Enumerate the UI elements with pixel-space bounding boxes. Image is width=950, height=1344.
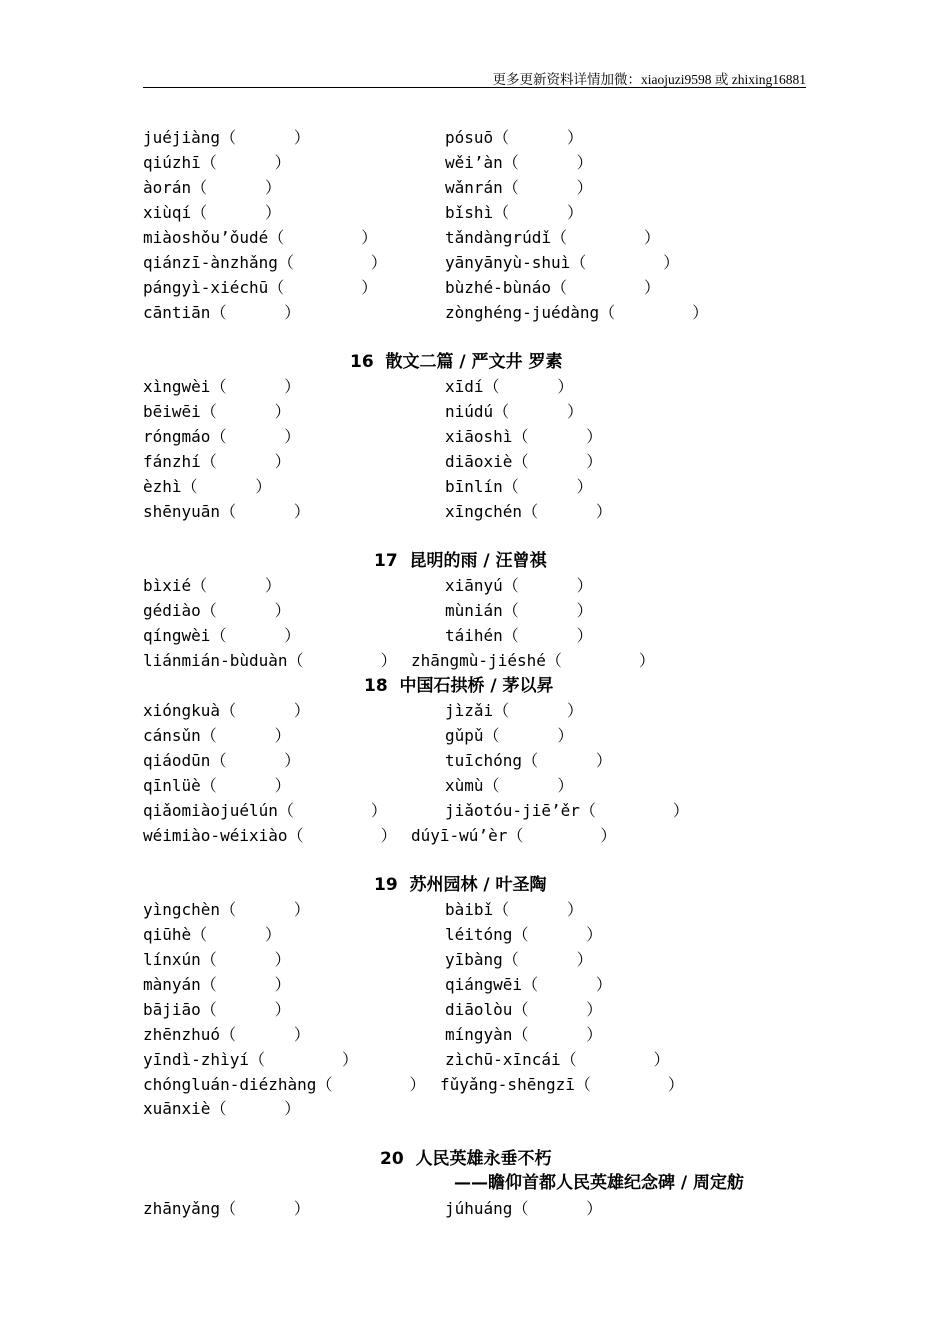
pinyin-item: xióngkuà（ ） [143,701,310,720]
pinyin-item: niúdú（ ） [445,402,583,421]
pinyin-item: róngmáo（ ） [143,427,301,446]
pinyin-item: diāoxiè（ ） [445,452,603,471]
pinyin-item: yìngchèn（ ） [143,900,310,919]
pinyin-item: zhāngmù-jiéshé（ ） [411,651,655,670]
pinyin-item: cánsǔn（ ） [143,726,291,745]
pinyin-item: tǎndàngrúdǐ（ ） [445,228,661,247]
pinyin-item: bēiwēi（ ） [143,402,291,421]
pinyin-item: xùmù（ ） [445,776,574,795]
pinyin-item: juéjiàng（ ） [143,128,310,147]
pinyin-item: zìchū-xīncái（ ） [445,1050,670,1069]
section-subheading-20: ——瞻仰首都人民英雄纪念碑 / 周定舫 [454,1173,745,1193]
pinyin-item: bìxié（ ） [143,576,281,595]
pinyin-item: qíngwèi（ ） [143,626,301,645]
pinyin-item: àorán（ ） [143,178,281,197]
pinyin-item: wéimiào-wéixiào（ ） [143,826,397,845]
pinyin-item: mànyán（ ） [143,975,291,994]
pinyin-item: bùzhé-bùnáo（ ） [445,278,661,297]
pinyin-item: qiánzī-ànzhǎng（ ） [143,253,387,272]
pinyin-item: miàoshǒu’ǒudé（ ） [143,228,378,247]
pinyin-item: gédiào（ ） [143,601,291,620]
pinyin-item: bīnlín（ ） [445,477,593,496]
pinyin-item: línxún（ ） [143,950,291,969]
pinyin-item: èzhì（ ） [143,477,272,496]
pinyin-item: yīndì-zhìyí（ ） [143,1050,359,1069]
pinyin-item: qiǎomiàojuélún（ ） [143,801,387,820]
pinyin-item: yībàng（ ） [445,950,593,969]
pinyin-item: qiúzhī（ ） [143,153,291,172]
pinyin-item: táihén（ ） [445,626,593,645]
pinyin-item: qiáodūn（ ） [143,751,301,770]
pinyin-item: dúyī-wú’èr（ ） [411,826,617,845]
pinyin-item: qīnlüè（ ） [143,776,291,795]
pinyin-item: wěi’àn（ ） [445,153,593,172]
section-heading-19: 19 苏州园林 / 叶圣陶 [374,875,547,895]
pinyin-item: xiānyú（ ） [445,576,593,595]
pinyin-item: pángyì-xiéchū（ ） [143,278,378,297]
pinyin-item: xīngchén（ ） [445,502,612,521]
pinyin-item: bājiāo（ ） [143,1000,291,1019]
pinyin-item: jìzǎi（ ） [445,701,583,720]
pinyin-item: wǎnrán（ ） [445,178,593,197]
pinyin-item: bǐshì（ ） [445,203,583,222]
pinyin-item: qiūhè（ ） [143,925,281,944]
pinyin-item: gǔpǔ（ ） [445,726,574,745]
pinyin-item: bàibǐ（ ） [445,900,583,919]
pinyin-item: diāolòu（ ） [445,1000,603,1019]
pinyin-item: mùnián（ ） [445,601,593,620]
pinyin-item: cāntiān（ ） [143,303,301,322]
pinyin-item: xiùqí（ ） [143,203,281,222]
pinyin-item: yānyānyù-shuì（ ） [445,253,680,272]
pinyin-item: zhēnzhuó（ ） [143,1025,310,1044]
section-heading-16: 16 散文二篇 / 严文井 罗素 [350,352,563,372]
pinyin-item: fánzhí（ ） [143,452,291,471]
header-divider [143,87,806,88]
section-heading-20: 20 人民英雄永垂不朽 [380,1149,552,1169]
pinyin-item: tuīchóng（ ） [445,751,612,770]
pinyin-item: xiāoshì（ ） [445,427,603,446]
section-heading-18: 18 中国石拱桥 / 茅以昇 [364,676,554,696]
page-header-text: 更多更新资料详情加微：xiaojuzi9598 或 zhixing16881 [492,72,806,87]
pinyin-item: léitóng（ ） [445,925,603,944]
pinyin-item: júhuáng（ ） [445,1199,603,1218]
pinyin-item: xuānxiè（ ） [143,1099,301,1118]
pinyin-item: zhānyǎng（ ） [143,1199,310,1218]
pinyin-item: fǔyǎng-shēngzī（ ） [440,1075,684,1094]
pinyin-item: xìngwèi（ ） [143,377,301,396]
section-heading-17: 17 昆明的雨 / 汪曾祺 [374,551,547,571]
pinyin-item: míngyàn（ ） [445,1025,603,1044]
pinyin-item: qiángwēi（ ） [445,975,612,994]
pinyin-item: pósuō（ ） [445,128,583,147]
pinyin-item: shēnyuān（ ） [143,502,310,521]
pinyin-item: jiǎotóu-jiē’ěr（ ） [445,801,689,820]
pinyin-item: xīdí（ ） [445,377,574,396]
pinyin-item: liánmián-bùduàn（ ） [143,651,397,670]
pinyin-item: chóngluán-diézhàng（ ） [143,1075,426,1094]
pinyin-item: zònghéng-juédàng（ ） [445,303,709,322]
